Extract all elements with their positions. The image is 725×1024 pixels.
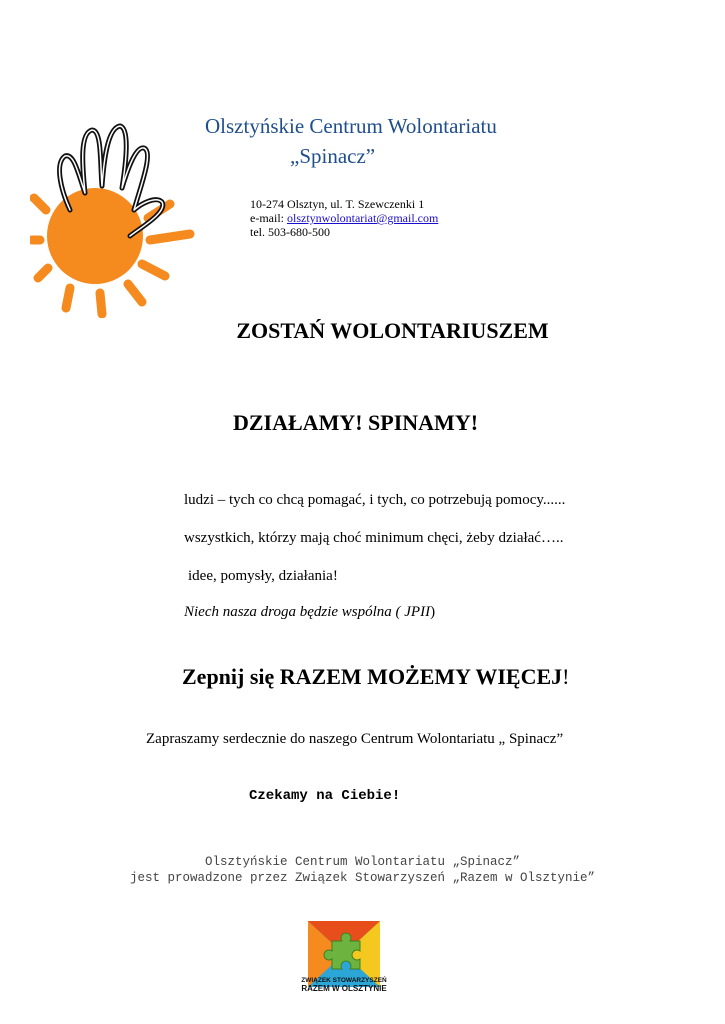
contact-block [250, 197, 438, 239]
organization-name-spinacz: „Spinacz” [290, 144, 376, 168]
quote-text: Niech nasza droga będzie wspólna ( JPII [184, 604, 431, 620]
footer-text [0, 854, 725, 886]
sun-hand-logo [30, 118, 205, 318]
main-heading: ZOSTAŃ WOLONTARIUSZEM [236, 318, 549, 343]
footer-line-1: Olsztyńskie Centrum Wolontariatu „Spinacz” [204, 855, 521, 869]
email-link[interactable]: olsztynwolontariat@gmail.com [286, 211, 439, 225]
quote-line [184, 604, 435, 621]
logo-caption-line-1: ZWIĄZEK STOWARZYSZEŃ [301, 977, 387, 984]
waiting-text: Czekamy na Ciebie! [249, 788, 401, 804]
text-line-1: ludzi – tych co chcą pomagać, i tych, co potrzebują pomocy...... [184, 492, 566, 508]
slogan-exclamation: ! [562, 664, 570, 689]
quote-close: ) [430, 604, 436, 620]
footer-line-2: jest prowadzone przez Związek Stowarzyszeń „Razem w Olsztynie” [129, 871, 596, 885]
email-label: e-mail: [250, 211, 287, 225]
puzzle-logo-caption [300, 977, 388, 993]
logo-caption-line-2: RAZEM W OLSZTYNIE [301, 984, 387, 993]
text-line-2: wszystkich, którzy mają choć minimum chęci, żeby działać….. [184, 530, 564, 546]
slogan [182, 664, 569, 690]
sub-heading: DZIAŁAMY! SPINAMY! [233, 410, 479, 435]
invitation-text: Zapraszamy serdecznie do naszego Centrum Wolontariatu „ Spinacz” [146, 731, 564, 747]
email-line [250, 211, 438, 225]
address: 10-274 Olsztyn, ul. T. Szewczenki 1 [250, 197, 425, 211]
organization-name: Olsztyńskie Centrum Wolontariatu [205, 114, 497, 138]
phone: tel. 503-680-500 [250, 225, 330, 239]
slogan-text: Zepnij się RAZEM MOŻEMY WIĘCEJ [182, 664, 563, 689]
text-line-3: idee, pomysły, działania! [188, 568, 338, 584]
